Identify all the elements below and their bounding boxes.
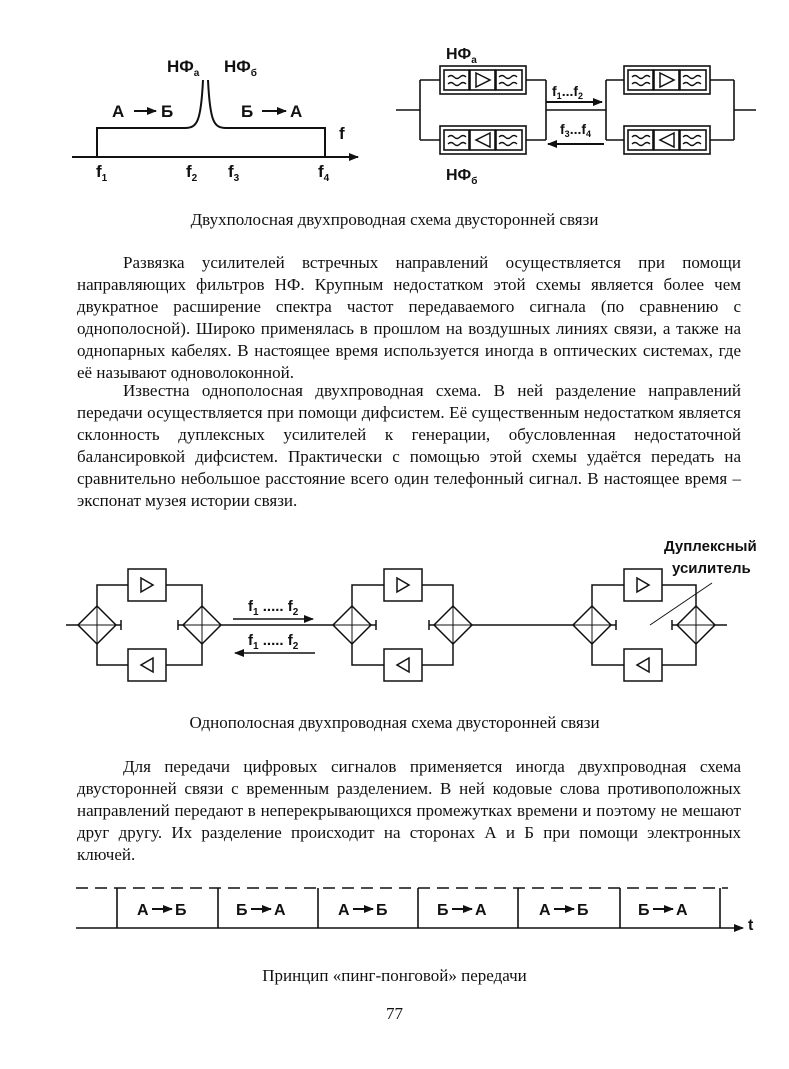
label-pointer	[650, 583, 712, 625]
amplifier-left-icon	[476, 133, 490, 147]
duplex-label-line1: Дуплексный	[664, 538, 757, 555]
svg-text:А: А	[475, 902, 487, 919]
band-bottom-label: $f_3...f_4$	[560, 121, 592, 139]
tick-f3: $f_3$	[228, 162, 240, 184]
amplifier-right-icon	[397, 578, 409, 592]
direction-ba-to: А	[290, 102, 303, 121]
time-slot	[638, 902, 688, 919]
duplex-amplifier-1	[66, 569, 333, 681]
time-slot	[236, 902, 286, 919]
figure-3-caption: Принцип «пинг-понговой» передачи	[262, 966, 527, 985]
amplifier-left-icon	[637, 658, 649, 672]
figure-two-band	[0, 40, 789, 190]
amplifier-left-icon	[660, 133, 674, 147]
page-number: 77	[386, 1004, 403, 1023]
amplifier-left-icon	[141, 658, 153, 672]
direction-ab-from: А	[112, 102, 125, 121]
time-slot	[137, 902, 187, 919]
amplifier-left-icon	[397, 658, 409, 672]
time-slot	[338, 902, 388, 919]
figure-ping-pong	[0, 878, 789, 948]
svg-text:Б: Б	[638, 902, 650, 919]
figure-1-caption: Двухполосная двухпроводная схема двусторонней связи	[190, 210, 599, 229]
paragraph-2: Известна однополосная двухпроводная схема. В ней разделение направлений передачи осуществляется при помощи дифсистем. Её существенным недостатком является склонность дуплексных усилителей к генерации, обусловленная недостаточной балансировкой дифсистем. Практически с помощью этой схемы удаётся передать на сравнительно небольшое расстояние всего один телефонный сигнал. В настоящее время – экспонат музея истории связи.	[77, 381, 741, 510]
svg-text:А: А	[338, 902, 350, 919]
amplifier-right-icon	[637, 578, 649, 592]
tick-f4: $f_4$	[318, 162, 330, 184]
paragraph-1: Развязка усилителей встречных направлений осуществляется при помощи направляющих фильтров НФ. Крупным недостатком этой схемы является более чем двукратное расширение спектра частот передаваемого сигнала (по сравнению с однополосной). Широко применялась в прошлом на воздушных линиях связи, а также на однопарных кабелях. В настоящее время используется иногда в оптических системах, где её называют одноволоконной.	[77, 253, 741, 382]
time-slot	[437, 902, 487, 919]
amplifier-right-icon	[141, 578, 153, 592]
tick-f2: $f_2$	[186, 162, 198, 184]
reverse-band-label: $f_1$ ..... $f_2$	[248, 632, 299, 652]
direction-ab-to: Б	[161, 102, 174, 121]
svg-text:А: А	[676, 902, 688, 919]
duplex-label-line2: усилитель	[672, 560, 751, 577]
axis-label-f: f	[339, 124, 345, 143]
band-ba	[208, 80, 325, 157]
band-top-label: $f_1...f_2$	[552, 83, 584, 101]
svg-text:А: А	[274, 902, 286, 919]
filter-b-title: $НФ_б$	[446, 167, 478, 187]
svg-text:Б: Б	[376, 902, 388, 919]
tick-f1: $f_1$	[96, 162, 108, 184]
forward-band-label: $f_1$ ..... $f_2$	[248, 598, 299, 618]
paragraph-3: Для передачи цифровых сигналов применяется иногда двухпроводная схема двусторонней связи с временным разделением. В ней кодовые слова противоположных направлений передают в неперекрывающихся промежутках времени и поэтому не мешают друг другу. Их разделение происходит на сторонах А и Б при помощи электронных ключей.	[77, 757, 741, 864]
svg-text:А: А	[539, 902, 551, 919]
axis-label-t: t	[748, 917, 754, 934]
time-slot	[539, 902, 589, 919]
svg-text:Б: Б	[236, 902, 248, 919]
filter-a-label: $НФ_а$	[167, 57, 200, 79]
amplifier-right-icon	[476, 73, 490, 87]
svg-text:Б: Б	[577, 902, 589, 919]
figure-one-band	[0, 535, 789, 700]
filter-b-label: $НФ_б$	[224, 57, 257, 79]
two-band-block-diagram	[396, 66, 756, 154]
svg-text:А: А	[137, 902, 149, 919]
figure-2-caption: Однополосная двухпроводная схема двусторонней связи	[189, 713, 600, 732]
svg-text:Б: Б	[175, 902, 187, 919]
direction-ba-from: Б	[241, 102, 254, 121]
filter-a-title: $НФ_а$	[446, 46, 477, 66]
svg-text:Б: Б	[437, 902, 449, 919]
amplifier-right-icon	[660, 73, 674, 87]
duplex-amplifier-2	[333, 569, 573, 681]
